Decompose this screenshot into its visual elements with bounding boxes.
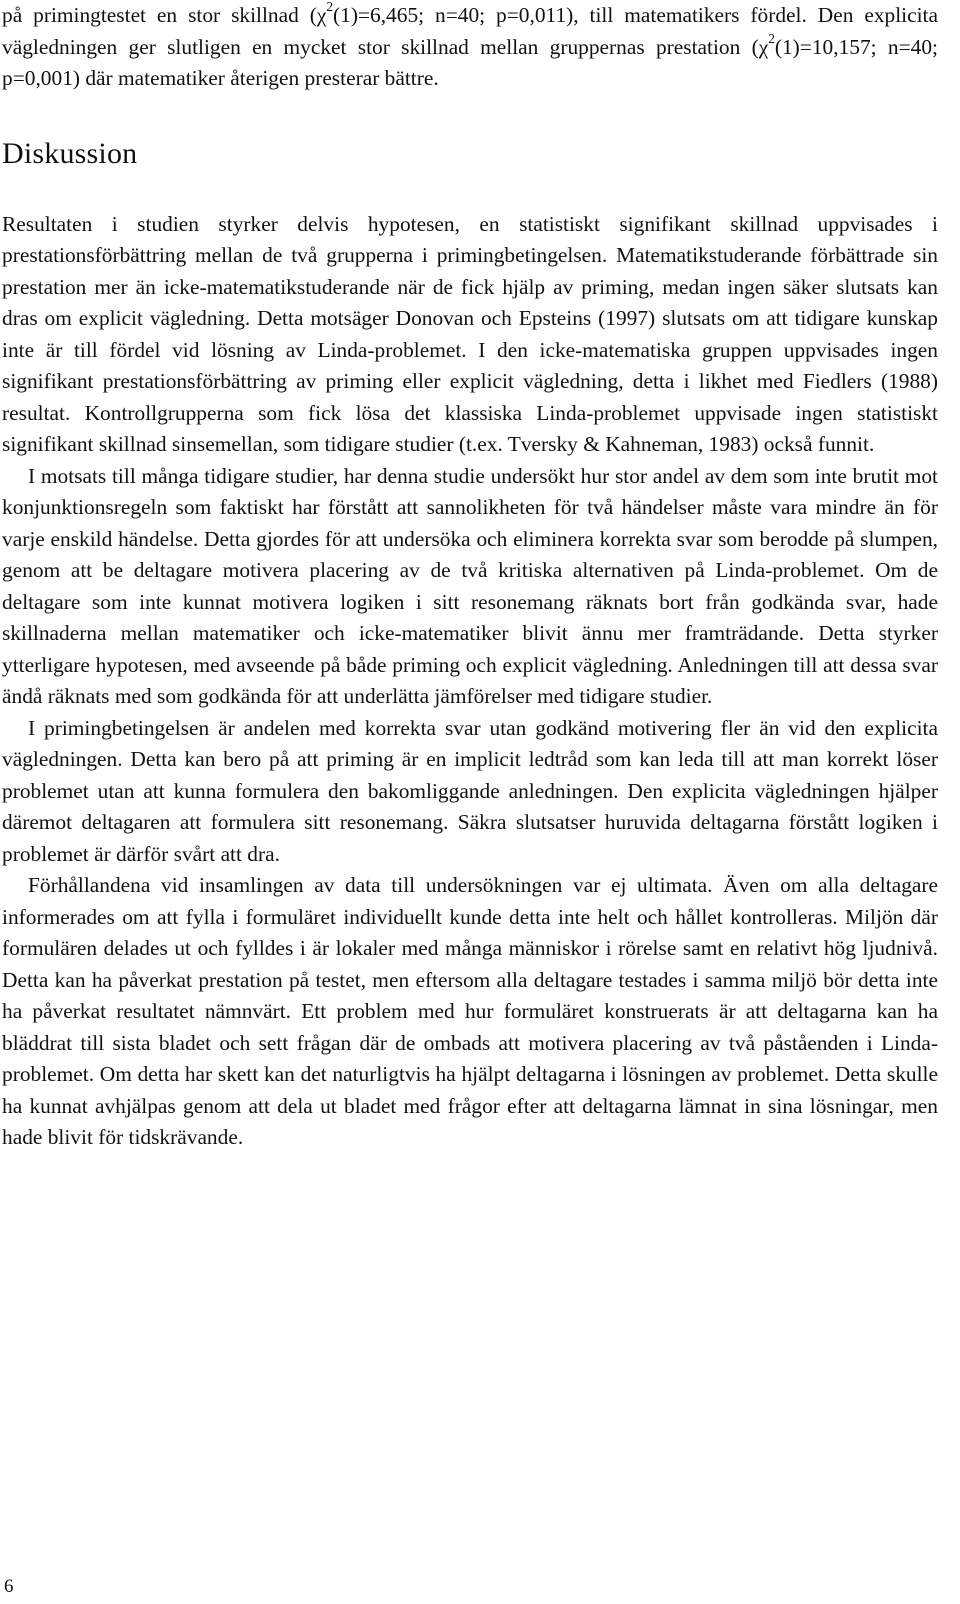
- chi-square-superscript-2: 2: [768, 30, 775, 46]
- results-text-part-1: på primingtestet en stor skillnad (χ: [2, 3, 327, 27]
- page-content: [2, 0, 938, 1154]
- discussion-paragraph-2: I motsats till många tidigare studier, har denna studie undersökt hur stor andel av dem som inte brutit mot konjunktionsregeln som faktiskt har förstått att sannolikheten för två händelser måste vara mindre än för varje enskild händelse. Detta gjordes för att undersöka och eliminera korrekta svar som berodde på slumpen, genom att be deltagare motivera placering av de två kritiska alternativen på Linda-problemet. Om de deltagare som inte kunnat motivera logiken i sitt resonemang räknats bort från godkända svar, hade skillnaderna mellan matematiker och icke-matematiker blivit ännu mer framträdande. Detta styrker ytterligare hypotesen, med avseende på både priming och explicit vägledning. Anledningen till att dessa svar ändå räknats med som godkända för att underlätta jämförelser med tidigare studier.: [2, 463, 938, 708]
- page-number: 6: [4, 1576, 14, 1597]
- results-text-part-3: (1)=10,157; n=40; p=0,001) där matematiker återigen presterar bättre.: [2, 34, 938, 90]
- discussion-paragraph-1: Resultaten i studien styrker delvis hypotesen, en statistiskt signifikant skillnad uppvisades i prestationsförbättring mellan de två grupperna i primingbetingelsen. Matematikstuderande förbättrade sin prestation mer än icke-matematikstuderande när de fick hjälp av priming, medan ingen säker slutsats kan dras om explicit vägledning. Detta motsäger Donovan och Epsteins (1997) slutsats om att tidigare kunskap inte är till fördel vid lösning av Linda-problemet. I den icke-matematiska gruppen uppvisades ingen signifikant prestationsförbättring av priming eller explicit vägledning, detta i likhet med Fiedlers (1988) resultat. Kontrollgrupperna som fick lösa det klassiska Linda-problemet uppvisade ingen statistiskt signifikant skillnad sinsemellan, som tidigare studier (t.ex. Tversky & Kahneman, 1983) också funnit.: [2, 211, 938, 456]
- discussion-paragraph-3: I primingbetingelsen är andelen med korrekta svar utan godkänd motivering fler än vid den explicita vägledningen. Detta kan bero på att priming är en implicit ledtråd som kan leda till att man korrekt löser problemet utan att kunna formulera den bakomliggande anledningen. Den explicita vägledningen hjälper däremot deltagaren att formulera sitt resonemang. Säkra slutsatser huruvida deltagarna förstått logiken i problemet är därför svårt att dra.: [2, 715, 938, 866]
- discussion-paragraph-4: Förhållandena vid insamlingen av data till undersökningen var ej ultimata. Även om alla deltagare informerades om att fylla i formuläret individuellt kunde detta inte helt och hållet kontrolleras. Miljön där formulären delades ut och fylldes i är lokaler med många människor i rörelse samt en relativt hög ljudnivå. Detta kan ha påverkat prestation på testet, men eftersom alla deltagare testades i samma miljö bör detta inte ha påverkat resultatet nämnvärt. Ett problem med hur formuläret konstruerats är att deltagarna kan ha bläddrat till sista bladet och sett frågan där de ombads att motivera placering av två påståenden i Linda-problemet. Om detta har skett kan det naturligtvis ha hjälpt deltagarna i lösningen av problemet. Detta skulle ha kunnat avhjälpas genom att dela ut bladet med frågor efter att deltagarna lämnat in sina lösningar, men hade blivit för tidskrävande.: [2, 873, 938, 1149]
- results-paragraph: [2, 0, 938, 95]
- section-heading-discussion: Diskussion: [2, 136, 138, 170]
- chi-square-superscript-1: 2: [326, 0, 333, 15]
- results-text-part-2: (1)=6,465; n=40; p=0,011), till matematikers fördel. Den explicita vägledningen ger slutligen en mycket stor skillnad mellan gruppernas prestation (χ: [2, 3, 938, 59]
